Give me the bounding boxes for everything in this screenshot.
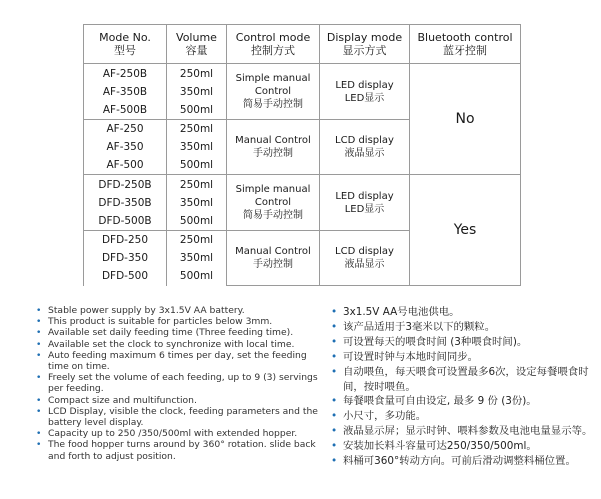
- model-cell: DFD-250B: [84, 175, 167, 194]
- header-control-mode: Control mode 控制方式: [227, 25, 320, 64]
- spec-table: [83, 24, 521, 286]
- volume-cell: 250ml: [167, 119, 227, 138]
- feature-item: • The food hopper turns around by 360° rotation. slide back and forth to adjust position.: [35, 439, 318, 461]
- volume-cell: 500ml: [167, 212, 227, 231]
- model-cell: AF-350B: [84, 83, 167, 101]
- display-mode-cell: LED display LED显示: [320, 175, 410, 230]
- model-cell: AF-500: [84, 156, 167, 175]
- table-header-row: [84, 25, 521, 64]
- feature-item: • 每餐喂食量可自由设定, 最多 9 份 (3份)。: [330, 394, 598, 409]
- model-cell: DFD-350B: [84, 194, 167, 212]
- table-row: [84, 175, 521, 194]
- volume-cell: 350ml: [167, 138, 227, 156]
- model-cell: DFD-500B: [84, 212, 167, 231]
- feature-item: • 可设置时钟与本地时间同步。: [330, 350, 598, 365]
- feature-item: • 料桶可360°转动方向。可前后滑动调整料桶位置。: [330, 454, 598, 469]
- feature-item: • 该产品适用于3毫米以下的颗粒。: [330, 320, 598, 335]
- feature-item: • LCD Display, visible the clock, feeding parameters and the battery level display.: [35, 406, 318, 428]
- volume-cell: 500ml: [167, 101, 227, 120]
- volume-cell: 500ml: [167, 156, 227, 175]
- model-cell: AF-250B: [84, 64, 167, 83]
- volume-cell: 350ml: [167, 83, 227, 101]
- control-mode-cell: Manual Control 手动控制: [227, 119, 320, 174]
- header-bluetooth: Bluetooth control 蓝牙控制: [410, 25, 521, 64]
- display-mode-cell: LED display LED显示: [320, 64, 410, 119]
- volume-cell: 350ml: [167, 194, 227, 212]
- feature-item: • 液晶显示屏；显示时钟、喂料参数及电池电量显示等。: [330, 424, 598, 439]
- feature-item: • 安装加长料斗容量可达250/350/500ml。: [330, 439, 598, 454]
- feature-item: • Freely set the volume of each feeding, up to 9 (3) servings per feeding.: [35, 372, 318, 394]
- model-cell: AF-500B: [84, 101, 167, 120]
- model-cell: DFD-500: [84, 267, 167, 285]
- table-row: [84, 64, 521, 83]
- feature-item: • Available set the clock to synchronize with local time.: [35, 339, 318, 350]
- volume-cell: 500ml: [167, 267, 227, 285]
- control-mode-cell: Simple manual Control 简易手动控制: [227, 175, 320, 230]
- model-cell: AF-350: [84, 138, 167, 156]
- volume-cell: 250ml: [167, 175, 227, 194]
- volume-cell: 350ml: [167, 249, 227, 267]
- model-cell: AF-250: [84, 119, 167, 138]
- features-list-english: [35, 305, 318, 462]
- feature-item: • Capacity up to 250 /350/500ml with extended hopper.: [35, 428, 318, 439]
- display-mode-cell: LCD display 液晶显示: [320, 119, 410, 174]
- feature-item: • 可设置每天的喂食时间 (3种喂食时间)。: [330, 335, 598, 350]
- feature-item: • 小尺寸，多功能。: [330, 409, 598, 424]
- bluetooth-cell: Yes: [410, 175, 521, 286]
- feature-item: • This product is suitable for particles below 3mm.: [35, 316, 318, 327]
- feature-item: • Compact size and multifunction.: [35, 395, 318, 406]
- feature-item: • 自动喂鱼，每天喂食可设置最多6次，设定每餐喂食时间，按时喂鱼。: [330, 365, 598, 395]
- features-list-chinese: [330, 305, 598, 469]
- model-cell: DFD-250: [84, 230, 167, 249]
- model-cell: DFD-350: [84, 249, 167, 267]
- header-volume: Volume 容量: [167, 25, 227, 64]
- bluetooth-cell: No: [410, 64, 521, 175]
- feature-item: • Stable power supply by 3x1.5V AA battery.: [35, 305, 318, 316]
- header-display-mode: Display mode 显示方式: [320, 25, 410, 64]
- control-mode-cell: Simple manual Control 简易手动控制: [227, 64, 320, 119]
- header-model: Mode No. 型号: [84, 25, 167, 64]
- volume-cell: 250ml: [167, 230, 227, 249]
- feature-item: • Available set daily feeding time (Three feeding time).: [35, 327, 318, 338]
- control-mode-cell: Manual Control 手动控制: [227, 230, 320, 285]
- display-mode-cell: LCD display 液晶显示: [320, 230, 410, 285]
- volume-cell: 250ml: [167, 64, 227, 83]
- feature-item: • 3x1.5V AA号电池供电。: [330, 305, 598, 320]
- feature-item: • Auto feeding maximum 6 times per day, set the feeding time on time.: [35, 350, 318, 372]
